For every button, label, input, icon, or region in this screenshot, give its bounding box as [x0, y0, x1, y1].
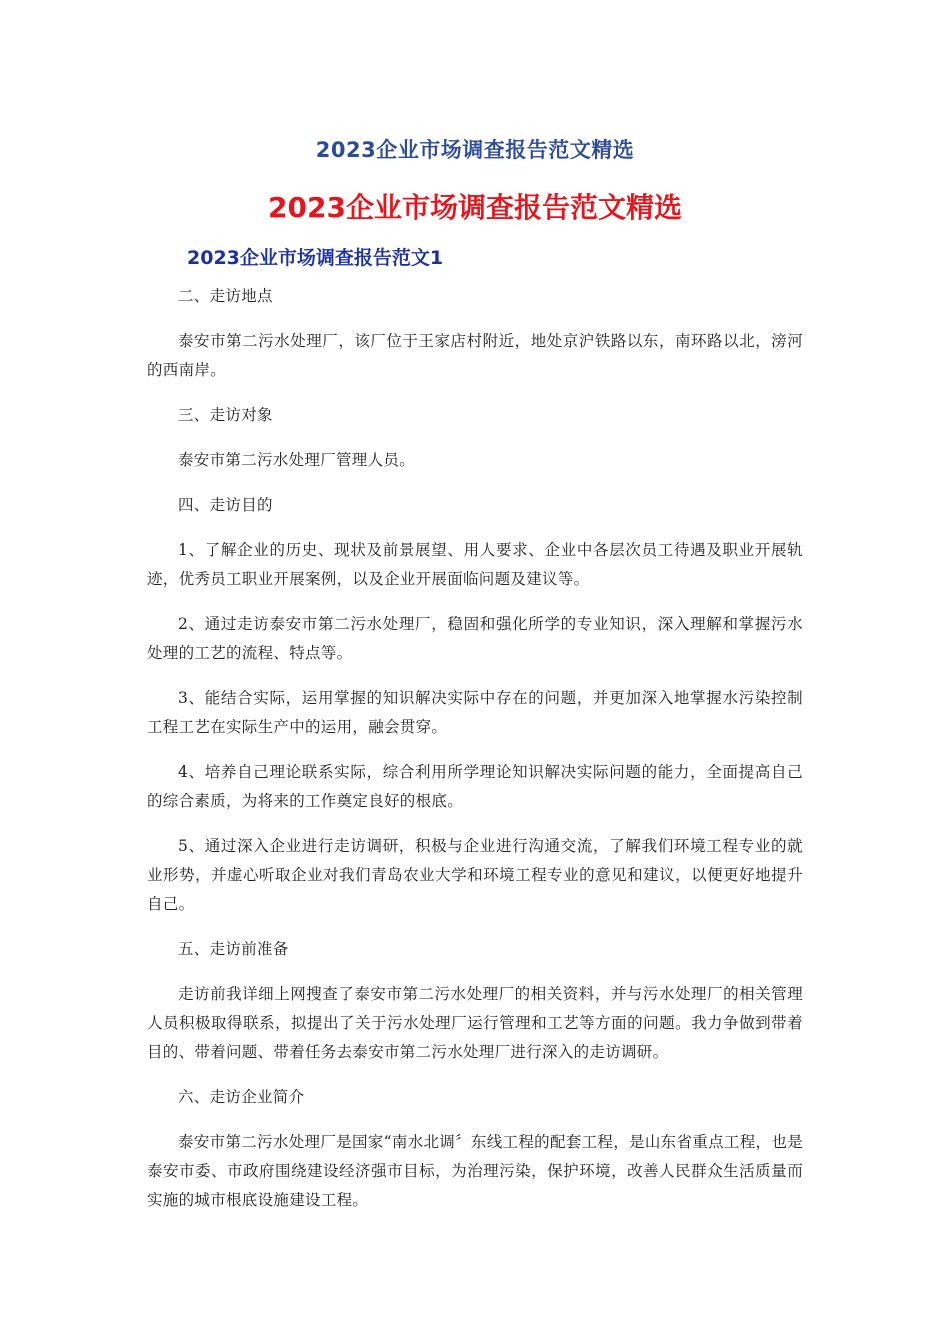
paragraph-purpose-1: 1、了解企业的历史、现状及前景展望、用人要求、企业中各层次员工待遇及职业开展轨迹，优秀员工职业开展案例，以及企业开展面临问题及建议等。: [147, 541, 803, 588]
paragraph-purpose-2: 2、通过走访泰安市第二污水处理厂，稳固和强化所学的专业知识，深入理解和掌握污水处理的工艺的流程、特点等。: [147, 615, 803, 662]
paragraph-purpose-3: 3、能结合实际，运用掌握的知识解决实际中存在的问题，并更加深入地掌握水污染控制工程工艺在实际生产中的运用，融会贯穿。: [147, 689, 803, 736]
paragraph-visit-preparation: 走访前我详细上网搜查了泰安市第二污水处理厂的相关资料，并与污水处理厂的相关管理人员积极取得联系，拟提出了关于污水处理厂运行管理和工艺等方面的问题。我力争做到带着目的、带着问题、带着任务去泰安市第二污水处理厂进行深入的走访调研。: [147, 985, 803, 1061]
section-title: 2023企业市场调查报告范文1: [187, 247, 444, 269]
paragraph-purpose-4: 4、培养自己理论联系实际，综合利用所学理论知识解决实际问题的能力，全面提高自己的综合素质，为将来的工作奠定良好的根底。: [147, 763, 803, 810]
paragraph-company-intro: 泰安市第二污水处理厂是国家“南水北调〞东线工程的配套工程，是山东省重点工程，也是泰安市委、市政府围绕建设经济强市目标，为治理污染，保护环境，改善人民群众生活质量而实施的城市根底设施建设工程。: [147, 1133, 803, 1209]
heading-visit-purpose: 四、走访目的: [178, 496, 273, 514]
document-main-title: 2023企业市场调查报告范文精选: [268, 191, 682, 224]
heading-visit-location: 二、走访地点: [178, 287, 273, 305]
paragraph-visit-target: 泰安市第二污水处理厂管理人员。: [178, 451, 416, 469]
paragraph-visit-location: 泰安市第二污水处理厂，该厂位于王家店村附近，地处京沪铁路以东，南环路以北，滂河的西南岸。: [147, 332, 803, 379]
paragraph-purpose-5: 5、通过深入企业进行走访调研，积极与企业进行沟通交流，了解我们环境工程专业的就业形势，并虚心听取企业对我们青岛农业大学和环境工程专业的意见和建议，以便更好地提升自己。: [147, 837, 803, 913]
heading-company-intro: 六、走访企业简介: [178, 1088, 305, 1106]
document-header-title: 2023企业市场调查报告范文精选: [315, 138, 635, 162]
heading-visit-preparation: 五、走访前准备: [178, 940, 289, 958]
document-body: [147, 282, 803, 1231]
heading-visit-target: 三、走访对象: [178, 406, 273, 424]
